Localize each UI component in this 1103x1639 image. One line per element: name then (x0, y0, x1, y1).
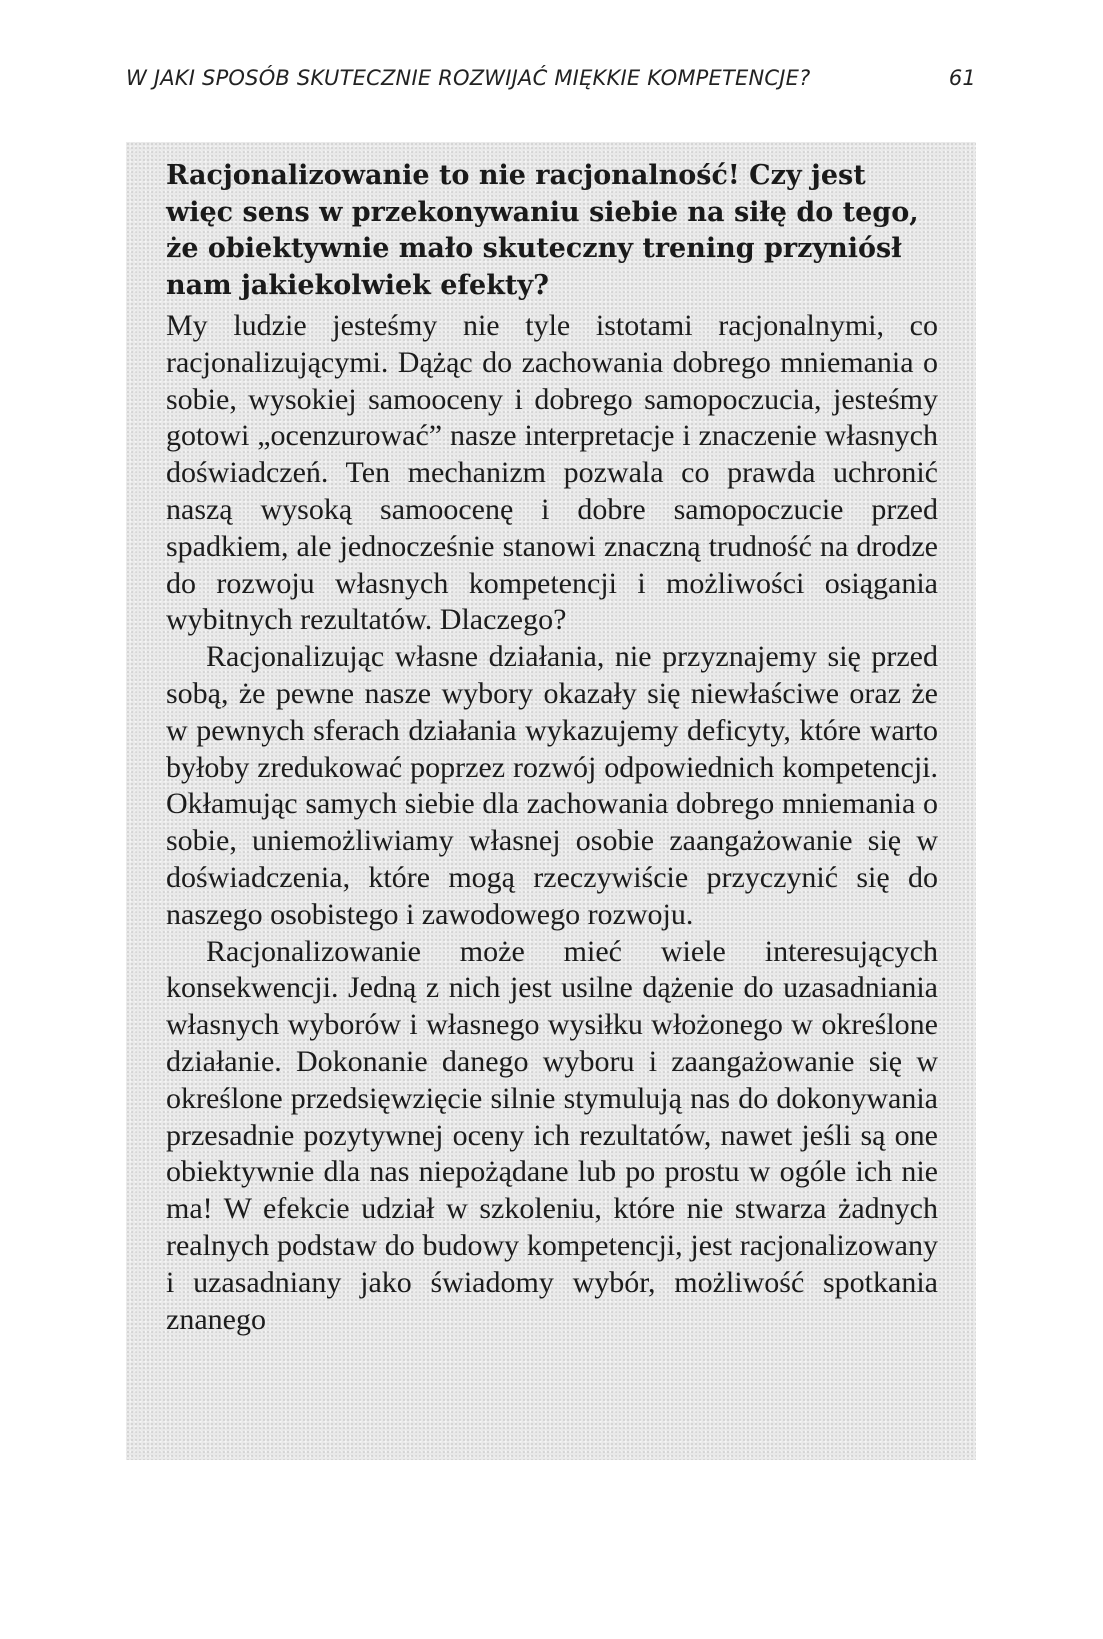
chapter-title: W JAKI SPOSÓB SKUTECZNIE ROZWIJAĆ MIĘKKIE KOMPETENCJE? (126, 66, 811, 90)
box-paragraph-3: Racjonalizowanie może mieć wiele interesujących konsekwencji. Jedną z nich jest usilne dążenie do uzasadniania własnych wyborów i własnego wysiłku włożonego w określone działanie. Dokonanie danego wyboru i zaangażowanie się w określone przedsięwzięcie silnie stymulują nas do dokonywania przesadnie pozytywnej oceny ich rezultatów, nawet jeśli są one obiektywnie dla nas niepożądane lub po prostu w ogóle ich nie ma! W efekcie udział w szkoleniu, które nie stwarza żadnych realnych podstaw do budowy kompetencji, jest racjonalizowany i uzasadniany jako świadomy wybór, możliwość spotkania znanego (166, 934, 938, 1336)
running-head (126, 66, 976, 106)
box-paragraph-1: My ludzie jesteśmy nie tyle istotami racjonalnymi, co racjonalizującymi. Dążąc do zachowania dobrego mniemania o sobie, wysokiej samooceny i dobrego samopoczucia, jesteśmy gotowi „ocenzurować” nasze interpretacje i znaczenie własnych doświadczeń. Ten mechanizm pozwala co prawda uchronić naszą wysoką samoocenę i dobre samopoczucie przed spadkiem, ale jednocześnie stanowi znaczną trudność na drodze do rozwoju własnych kompetencji i możliwości osiągania wybitnych rezultatów. Dlaczego? (166, 309, 938, 637)
page-number: 61 (948, 66, 976, 90)
box-paragraph-2: Racjonalizując własne działania, nie przyznajemy się przed sobą, że pewne nasze wybory okazały się niewłaściwe oraz że w pewnych sferach działania wykazujemy deficyty, które warto byłoby zredukować poprzez rozwój odpowiednich kompetencji. Okłamując samych siebie dla zachowania dobrego mniemania o sobie, uniemożliwiamy własnej osobie zaangażowanie się w doświadczenia, które mogą rzeczywiście przyczynić się do naszego osobistego i zawodowego rozwoju. (166, 640, 938, 931)
sidebar-box (166, 158, 938, 1338)
box-heading: Racjonalizowanie to nie racjonalność! Czy jest więc sens w przekonywaniu siebie na siłę do tego, że obiektywnie mało skuteczny trening przyniósł nam jakiekolwiek efekty? (166, 160, 919, 301)
